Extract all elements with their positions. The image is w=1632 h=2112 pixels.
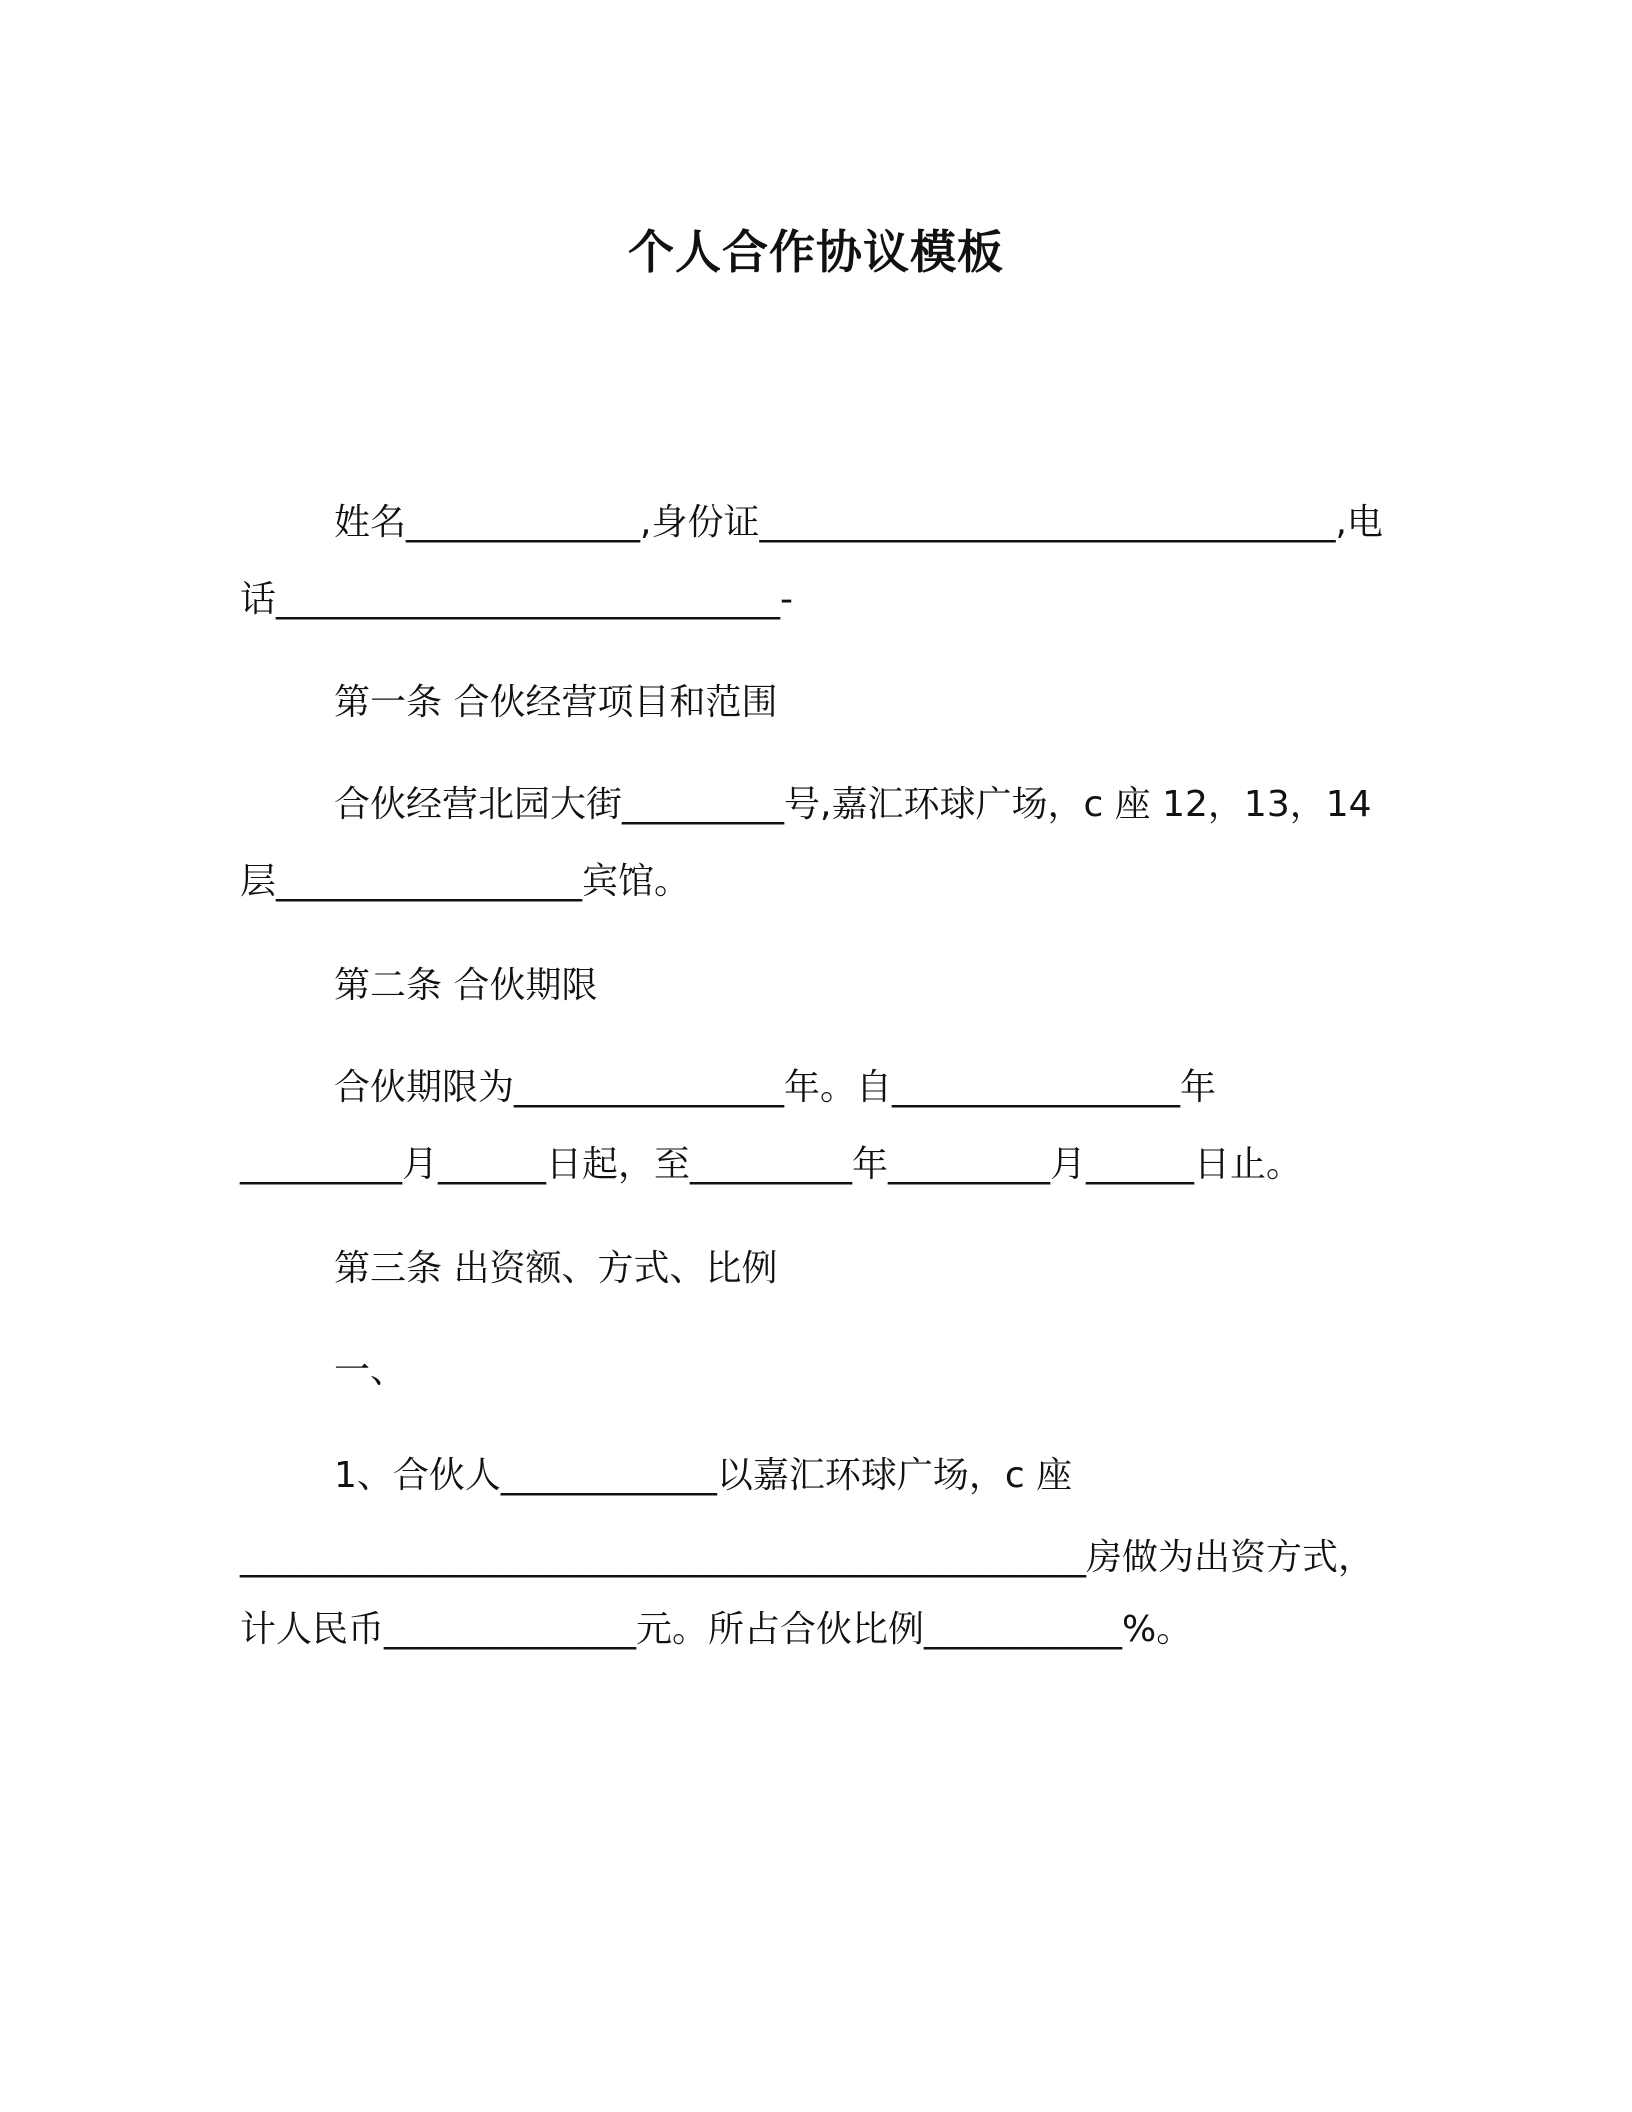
- article-3-item-1-line-2: _______________________________________________房做为出资方式，: [240, 1537, 1375, 1578]
- party-info-line-1: 姓名_____________,身份证________________________________,电: [334, 502, 1383, 543]
- article-3-heading: 第三条 出资额、方式、比例: [334, 1248, 778, 1289]
- article-3-section-one: 一、: [334, 1350, 407, 1391]
- article-2-text-line-2: _________月______日起，至_________年_________月______日止。: [240, 1144, 1303, 1185]
- article-2-text-line-1: 合伙期限为_______________年。自________________年: [334, 1067, 1217, 1108]
- article-1-text-line-1: 合伙经营北园大街_________号,嘉汇环球广场，c 座 12，13，14: [334, 784, 1372, 825]
- article-3-item-1-line-3: 计人民币______________元。所占合伙比例___________%。: [240, 1609, 1193, 1650]
- party-info-line-2: 话____________________________-: [240, 579, 793, 620]
- article-1-text-line-2: 层_________________宾馆。: [240, 861, 691, 902]
- article-2-heading: 第二条 合伙期限: [334, 965, 598, 1006]
- article-1-heading: 第一条 合伙经营项目和范围: [334, 682, 778, 723]
- article-3-item-1-line-1: 1、合伙人____________以嘉汇环球广场，c 座: [334, 1455, 1073, 1496]
- document-title: 个人合作协议模板: [628, 225, 1004, 279]
